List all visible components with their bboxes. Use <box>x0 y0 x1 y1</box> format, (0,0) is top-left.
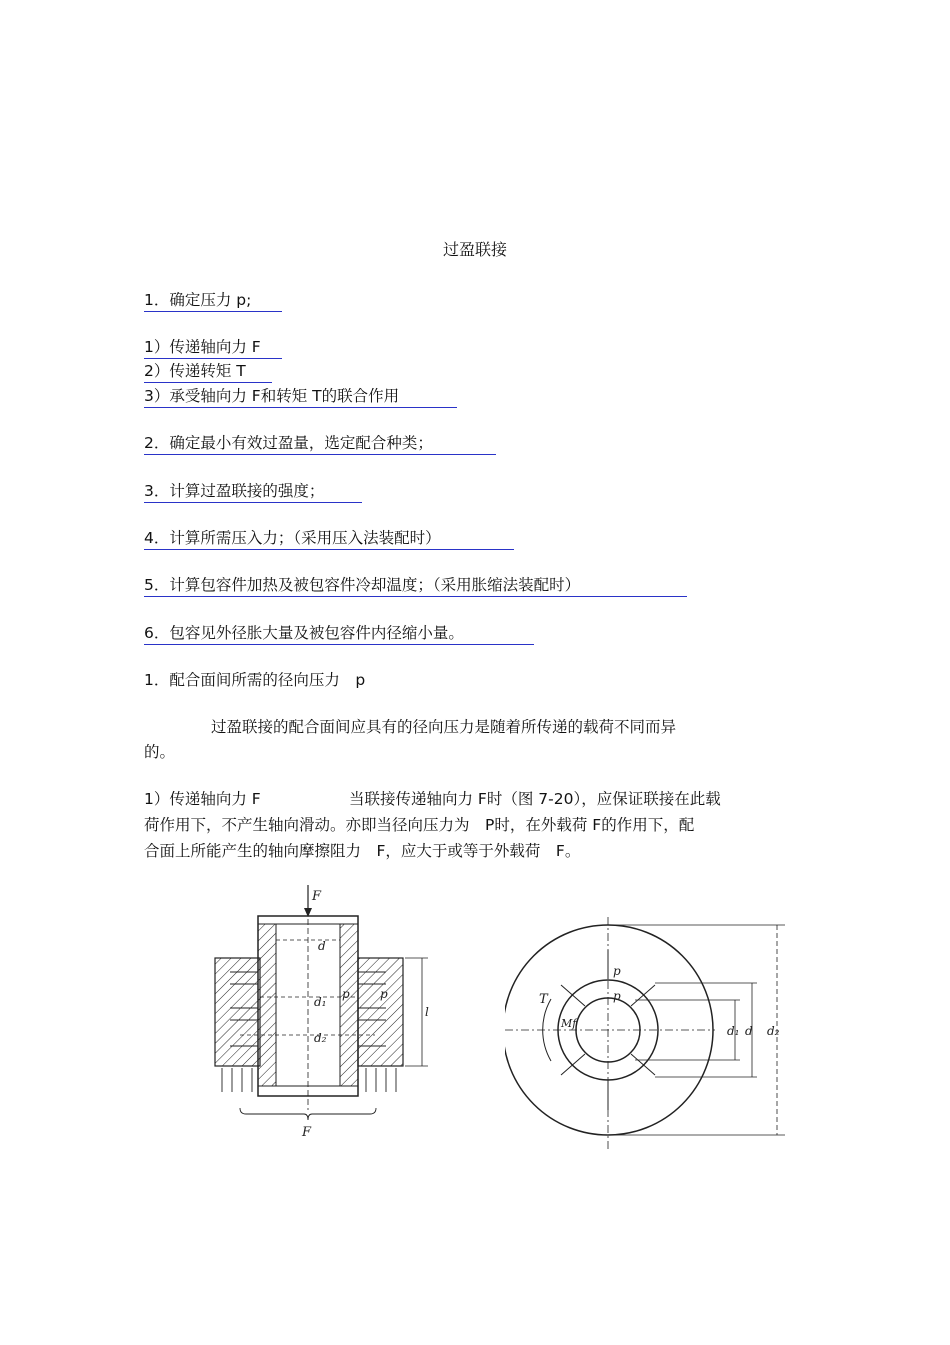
label-p-outer: p <box>613 964 621 978</box>
label-T: T <box>539 992 548 1007</box>
para-line-3: 合面上所能产生的轴向摩擦阻力 F，应大于或等于外载荷 F。 <box>144 842 581 860</box>
para-line-1: 当联接传递轴向力 F时（图 7-20），应保证联接在此载 <box>349 790 721 808</box>
figure-torque-press-fit <box>505 905 795 1155</box>
toc-item-1-1[interactable] <box>144 337 282 359</box>
toc-item-2-label: 2．确定最小有效过盈量，选定配合种类； <box>144 434 433 452</box>
toc-item-6-label: 6．包容见外径胀大量及被包容件内径缩小量。 <box>144 624 464 642</box>
toc-item-5[interactable] <box>144 575 687 597</box>
label-p-in: p <box>342 987 350 1001</box>
label-d: d <box>318 939 326 953</box>
label-d2-right: d₂ <box>767 1024 780 1038</box>
label-p-out: p <box>380 987 388 1001</box>
label-p-inner: p <box>613 989 621 1003</box>
label-l: l <box>425 1005 429 1019</box>
label-d1-right: d₁ <box>727 1024 740 1038</box>
toc-item-1-3-label: 3）承受轴向力 F和转矩 T的联合作用 <box>144 387 400 405</box>
para-label: 1）传递轴向力 F <box>144 790 261 808</box>
para-line-2: 荷作用下，不产生轴向滑动。亦即当径向压力为 P时，在外载荷 F的作用下，配 <box>144 816 695 834</box>
label-d2: d₂ <box>314 1031 327 1045</box>
label-d1: d₁ <box>314 995 327 1009</box>
toc-item-1[interactable] <box>144 290 282 312</box>
toc-item-4-label: 4．计算所需压入力；（采用压入法装配时） <box>144 529 441 547</box>
label-F-bottom: F <box>302 1125 312 1140</box>
toc-item-3-label: 3．计算过盈联接的强度； <box>144 482 325 500</box>
toc-item-5-label: 5．计算包容件加热及被包容件冷却温度；（采用胀缩法装配时） <box>144 576 581 594</box>
label-Mf: Mf <box>561 1017 577 1030</box>
figure-axial-press-fit <box>200 880 440 1140</box>
toc-item-1-3[interactable] <box>144 386 457 408</box>
toc-item-1-1-label: 1）传递轴向力 F <box>144 338 261 356</box>
toc-item-1-2-label: 2）传递转矩 T <box>144 362 246 380</box>
page-title: 过盈联接 <box>442 240 507 259</box>
section-heading: 1．配合面间所需的径向压力 p <box>144 671 366 689</box>
toc-item-4[interactable] <box>144 528 514 550</box>
intro-line-2: 的。 <box>144 743 176 761</box>
toc-item-1-label: 1．确定压力 p; <box>144 291 252 309</box>
toc-item-2[interactable] <box>144 433 496 455</box>
label-d-right: d <box>745 1024 753 1038</box>
toc-item-1-2[interactable] <box>144 361 272 383</box>
toc-item-6[interactable] <box>144 623 534 645</box>
intro-line-1: 过盈联接的配合面间应具有的径向压力是随着所传递的载荷不同而异 <box>211 718 677 736</box>
label-F-top: F <box>312 889 322 904</box>
toc-item-3[interactable] <box>144 481 362 503</box>
